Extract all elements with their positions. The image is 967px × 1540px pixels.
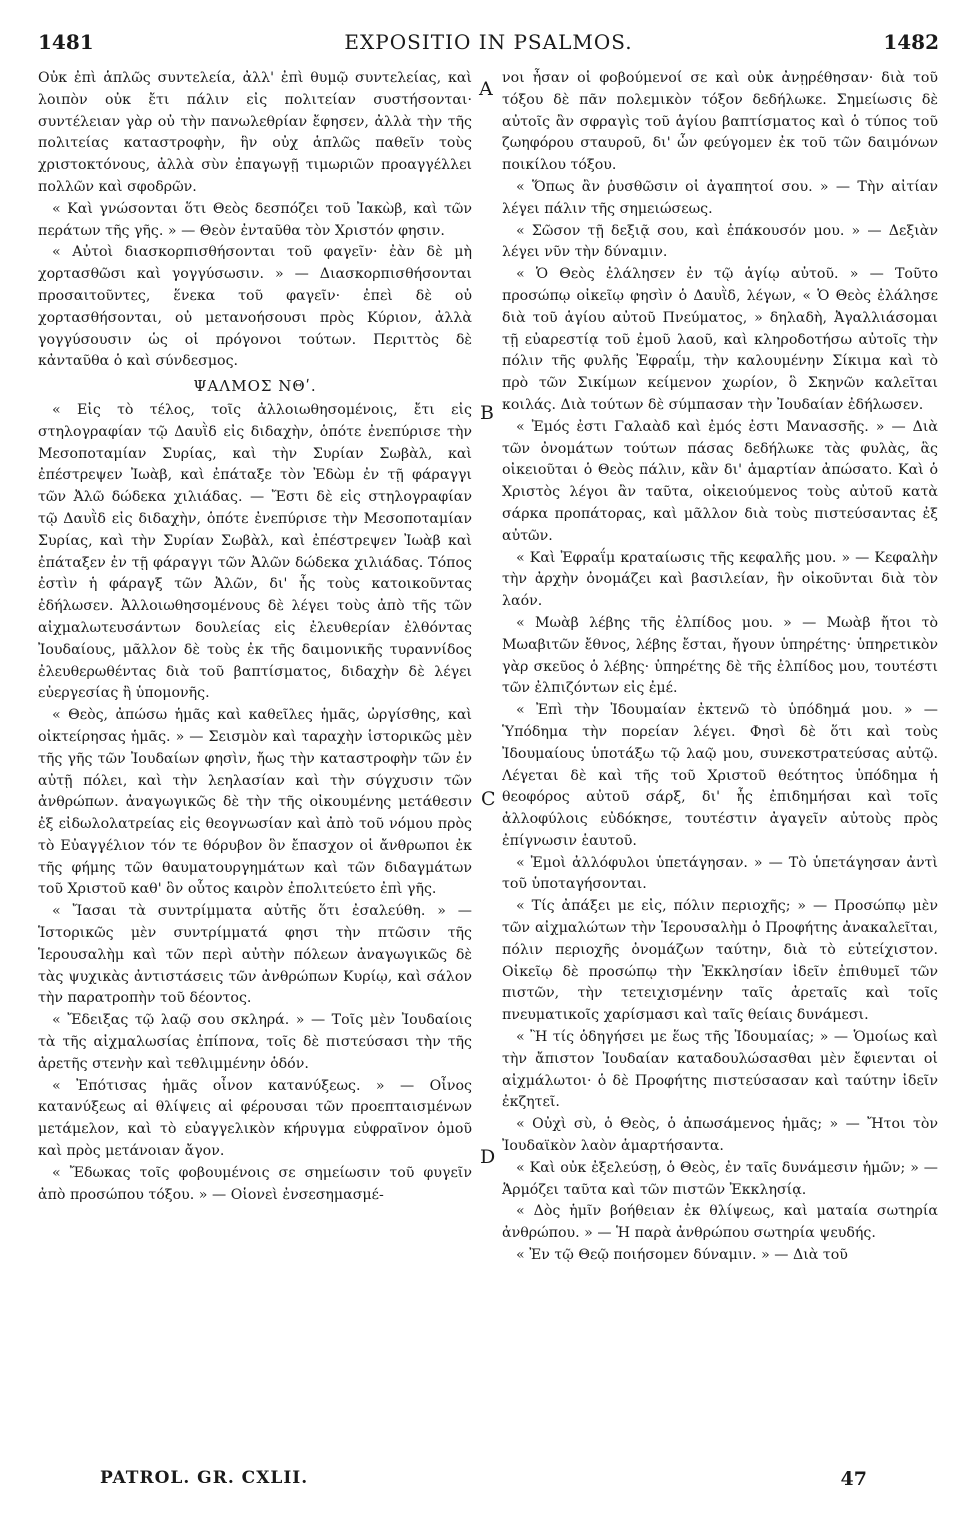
footer	[100, 1468, 867, 1498]
column-number-right: 1482	[883, 30, 939, 54]
paragraph: « Ἐμός ἐστι Γαλαὰδ καὶ ἐμός ἐστι Μανασσῆς. » — Διὰ τῶν ὀνομάτων τούτων πάσας δεδήλωκε τὰς φυλὰς, ἃς οἰκειοῦται ὁ Θεὸς πάλιν, κἂν δι' ἁμαρτίαν ἀπώσατο. Καὶ ὁ Χριστὸς λέγοι ἂν ταῦτα, οἰκειούμενος τοὺς αὐτοῦ κατὰ σάρκα προπάτορας, καὶ μᾶλλον διὰ τοὺς πιστεύσαντας ἐξ αὐτῶν.	[502, 418, 938, 544]
margin-marker-c: C	[481, 788, 496, 810]
right-column	[502, 68, 938, 1267]
paragraph: « Ὅπως ἂν ῥυσθῶσιν οἱ ἀγαπητοί σου. » — Τὴν αἰτίαν λέγει πάλιν τῆς σημειώσεως.	[502, 178, 938, 217]
paragraph: « Ἔδωκας τοῖς φοβουμένοις σε σημείωσιν τοῦ φυγεῖν ἀπὸ προσώπου τόξου. » — Οἱονεὶ ἐνσεσημασμέ-	[38, 1164, 472, 1203]
paragraph: « Ἴασαι τὰ συντρίμματα αὐτῆς ὅτι ἐσαλεύθη. » — Ἱστορικῶς μὲν συντρίμματά φησι τὴν πτῶσιν τῆς Ἱερουσαλὴμ καὶ τῶν περὶ αὐτὴν πόλεων ἀναγωγικῶς δὲ τὰς ψυχικὰς ἀντιστάσεις τῶν ἀνθρώπων Κυρίῳ, καὶ σάλον τὴν παρατροπὴν τοῦ δέοντος.	[38, 903, 472, 1007]
paragraph: « Εἰς τὸ τέλος, τοῖς ἀλλοιωθησομένοις, ἔτι εἰς στηλογραφίαν τῷ Δαυῒδ εἰς διδαχὴν, ὁπότε ἐνεπύρισε τὴν Μεσοποταμίαν Συρίας, καὶ τὴν Συρίαν Σωβὰλ, καὶ ἐπέστρεψεν Ἰωὰβ, καὶ ἐπάταξε τὸν Ἐδὼμ ἐν τῇ φάραγγι τῶν Ἀλῶ δώδεκα χιλιάδας. — Ἔστι δὲ εἰς στηλογραφίαν τῷ Δαυῒδ εἰς διδαχὴν, ὁπότε ἐνεπύρισε τὴν Μεσοποταμίαν Συρίας, καὶ τὴν Συρίαν Σωβὰλ, καὶ ἐπέστρεψεν Ἰωὰβ καὶ ἐπάταξεν ἐν τῇ φάραγγι τῶν Ἀλῶν δώδεκα χιλιάδας. Τόπος ἐστὶν ἡ φάραγξ τῶν Ἀλῶν, δι' ἧς τοὺς κατοικοῦντας ἐδήλωσεν. Ἀλλοιωθησομένους δὲ λέγει τοὺς ἀπὸ τῆς τῶν αἰχμαλωτευσάντων δουλείας εἰς ἐλευθερίαν ἐλθόντας Ἰουδαίους, μᾶλλον δὲ τοὺς ἐκ τῆς δαιμονικῆς τυραννίδος ἐλευθερωθέντας διὰ τοῦ βαπτίσματος, διδαχὴν δὲ λέγει εὐεργεσίας ἢ ὑπομονῆς.	[38, 401, 472, 702]
paragraph: « Καὶ γνώσονται ὅτι Θεὸς δεσπόζει τοῦ Ἰακὼβ, καὶ τῶν περάτων τῆς γῆς. » — Θεὸν ἐνταῦθα τὸν Χριστόν φησιν.	[38, 200, 472, 239]
paragraph: « Ἐπότισας ἡμᾶς οἶνον κατανύξεως. » — Οἶνος κατανύξεως αἱ θλίψεις αἱ φέρουσαι τῶν προεπταισμένων μετάμελον, καὶ τὸ εὐαγγελικὸν κήρυγμα εὐφραῖνον ὁμοῦ καὶ πρὸς μετάνοιαν ἄγον.	[38, 1077, 472, 1160]
paragraph: « Ἐν τῷ Θεῷ ποιήσομεν δύναμιν. » — Διὰ τοῦ	[516, 1247, 848, 1264]
paragraph: « Καὶ οὐκ ἐξελεύσῃ, ὁ Θεὸς, ἐν ταῖς δυνάμεσιν ἡμῶν; » — Ἁρμόζει ταῦτα καὶ τῶν πιστῶν Ἐκκλησίᾳ.	[502, 1159, 938, 1198]
paragraph: « Ἐμοὶ ἀλλόφυλοι ὑπετάγησαν. » — Τὸ ὑπετάγησαν ἀντὶ τοῦ ὑποταγήσονται.	[502, 854, 938, 893]
running-title: EXPOSITIO IN PSALMOS.	[344, 30, 633, 54]
paragraph: Οὐκ ἐπὶ ἁπλῶς συντελεία, ἀλλ' ἐπὶ θυμῷ συντελείας, καὶ λοιπὸν οὐκ ἔτι πάλιν εἰς πολιτείαν συστήσονται· συντέλειαν γὰρ οὐ τὴν πανωλεθρίαν ἔφησεν, ἀλλὰ τὴν τῆς πολιτείας καταστροφὴν, ἣν οὐχ ἁπλῶς παθεῖν τοὺς χριστοκτόνους, ἀλλὰ σὺν ἐπαγωγῇ τιμωριῶν προαγγέλλει πολλῶν καὶ σφοδρῶν.	[38, 70, 472, 195]
paragraph: « Δὸς ἡμῖν βοήθειαν ἐκ θλίψεως, καὶ ματαία σωτηρία ἀνθρώπου. » — Ἡ παρὰ ἀνθρώπου σωτηρία ψευδής.	[502, 1203, 938, 1242]
paragraph: « Αὐτοὶ διασκορπισθήσονται τοῦ φαγεῖν· ἐὰν δὲ μὴ χορτασθῶσι καὶ γογγύσωσιν. » — Διασκορπισθήσονται προσαιτοῦντες, ἕνεκα τοῦ φαγεῖν· ἐπεὶ δὲ οὐ χορτασθήσονται, οὐ μετανοήσουσι πρὸς Κύριον, ἀλλὰ γογγύσουσιν ὡς οἱ πρόγονοι τούτων. Περιττὸς δὲ κἀνταῦθα ὁ καὶ σύνδεσμος.	[38, 244, 472, 370]
paragraph: « Ἐπὶ τὴν Ἰδουμαίαν ἐκτενῶ τὸ ὑπόδημά μου. » — Ὑπόδημα τὴν πορείαν λέγει. Φησὶ δὲ ὅτι καὶ τοὺς Ἰδουμαίους ὑποτάξω τῷ λαῷ μου, συνεκστρατεύσας αὐτῷ. Λέγεται δὲ καὶ τῆς τοῦ Χριστοῦ θεότητος ὑπόδημα ἡ θεοφόρος αὐτοῦ σάρξ, δι' ἧς ἐπιδημήσαι καὶ τοῖς ἀλλοφύλοις εὐδόκησε, τουτέστιν ἀγαγεῖν αὐτοὺς πρὸς ἐπίγνωσιν ἑαυτοῦ.	[502, 702, 938, 849]
paragraph: « Ὁ Θεὸς ἐλάλησεν ἐν τῷ ἁγίῳ αὐτοῦ. » — Τοῦτο προσώπῳ οἰκεῖῳ φησὶν ὁ Δαυῒδ, λέγων, « Ὁ Θεὸς ἐλάλησε διὰ τοῦ ἁγίου αὐτοῦ Πνεύματος, » δηλαδὴ, Ἀγαλλιάσομαι τῇ εὐαρεστίᾳ τοῦ ἐμοῦ λαοῦ, καὶ κληροδοτήσω αὐτοῖς τὴν πόλιν τῆς φυλῆς Ἐφραΐμ, τὴν καλουμένην Σίκιμα καὶ τὸ πρὸ τῶν Σικίμων κείμενον χωρίον, ὃ Σκηνῶν καλεῖται κοιλάς. Διὰ τούτων δὲ σύμπασαν τὴν Ἰουδαίαν ἐδήλωσεν.	[502, 266, 938, 413]
paragraph: « Καὶ Ἐφραΐμ κραταίωσις τῆς κεφαλῆς μου. » — Κεφαλὴν τὴν ἀρχὴν ὀνομάζει καὶ βασιλείαν, ἣν οἰκοῦνται διὰ τὸν λαόν.	[502, 549, 938, 610]
margin-marker-a: A	[479, 78, 493, 100]
psalm-heading: ΨΑΛΜΟΣ ΝΘʹ.	[193, 377, 317, 396]
footer-signature: 47	[840, 1468, 867, 1490]
paragraph: νοι ἦσαν οἱ φοβούμενοί σε καὶ οὐκ ἀνῃρέθησαν· διὰ τοῦ τόξου δὲ πᾶν πολεμικὸν τόξον δεδήλωκε. Σημείωσις δὲ αὐτοῖς ἂν σφραγὶς τοῦ ἁγίου βαπτίσματος καὶ ὁ τύπος τοῦ ζωηφόρου σταυροῦ, δι' ὧν φεύγομεν ἐκ τοῦ τῶν δαιμόνων ποικίλου τόξου.	[502, 70, 938, 174]
footer-series: PATROL. GR. CXLII.	[100, 1468, 309, 1488]
paragraph: « Θεὸς, ἀπώσω ἡμᾶς καὶ καθεῖλες ἡμᾶς, ὠργίσθης, καὶ οἰκτείρησας ἡμᾶς. » — Σεισμὸν καὶ ταραχὴν ἱστορικῶς μὲν τῆς γῆς τῶν Ἰουδαίων φησὶν, ἤως τὴν καταστροφὴν τῶν ἐν αὐτῇ πόλει, καὶ τὴν λεηλασίαν καὶ τὴν σύγχυσιν τῶν ἀνθρώπων. ἀναγωγικῶς δὲ τὴν τῆς οἰκουμένης μετάθεσιν ἐξ εἰδωλολατρείας εἰς θεογνωσίαν καὶ ἀπὸ τοῦ νόμου πρὸς τὸ Εὐαγγέλιον τόν τε θόρυβον ὃν ἔπασχον οἱ ἄνθρωποι ἐκ τῆς φήμης τῶν θαυματουργημάτων καὶ τῶν διδαγμάτων τοῦ Χριστοῦ καθ' ὃν οὗτος καιρὸν ἐπολιτεύετο ἐπὶ γῆς.	[38, 707, 472, 898]
paragraph: « Μωὰβ λέβης τῆς ἐλπίδος μου. » — Μωὰβ ἤτοι τὸ Μωαβιτῶν ἔθνος, λέβης ἔσται, ἤγουν ὑπηρέτης· ὑπηρετικὸν γὰρ σκεῦος ὁ λέβης· ὑπηρέτης δὲ τῆς ἐλπίδος μου, τουτέστι τῶν ἐλπιζόντων εἰς ἐμέ.	[502, 614, 938, 697]
paragraph: « Οὐχὶ σὺ, ὁ Θεὸς, ὁ ἀπωσάμενος ἡμᾶς; » — Ἤτοι τὸν Ἰουδαϊκὸν λαὸν ἁμαρτήσαντα.	[502, 1116, 938, 1155]
margin-marker-d: D	[480, 1146, 496, 1168]
column-number-left: 1481	[38, 30, 94, 54]
margin-marker-b: B	[480, 402, 494, 424]
paragraph: « Ἔδειξας τῷ λαῷ σου σκληρά. » — Τοῖς μὲν Ἰουδαίοις τὰ τῆς αἰχμαλωσίας ἐπίπονα, τοῖς δὲ πιστεύσασι τὴν τῆς ἀρετῆς στενὴν καὶ τεθλιμμένην ὁδόν.	[38, 1012, 472, 1072]
running-header	[38, 30, 939, 70]
paragraph: « Τίς ἀπάξει με εἰς, πόλιν περιοχῆς; » — Προσώπῳ μὲν τῶν αἰχμαλώτων τὴν Ἱερουσαλὴμ ὁ Προφήτης ἀνακαλεῖται, πόλιν περιοχῆς ὀνομάζων ταύτην, διὰ τὸ εὐτείχιστον. Οἰκεῖῳ δὲ προσώπῳ τὴν Ἐκκλησίαν ἰδεῖν ἐπιθυμεῖ τῶν πιστῶν, τὴν τετειχισμένην ταῖς ἀρεταῖς καὶ τοῖς πνευματικοῖς χαρίσμασι καὶ ταῖς θείαις δυνάμεσι.	[502, 898, 938, 1024]
left-column	[38, 68, 472, 1206]
paragraph: « Ἢ τίς ὁδηγήσει με ἕως τῆς Ἰδουμαίας; » — Ὁμοίως καὶ τὴν ἄπιστον Ἰουδαίαν καταδουλώσασθαι μὲν ἔφιενται οἱ αἰχμάλωτοι· ὁ δὲ Προφήτης πιστεύσασαν καὶ ταύτην ἰδεῖν ἐκζητεῖ.	[502, 1029, 938, 1111]
paragraph: « Σῶσον τῇ δεξιᾷ σου, καὶ ἐπάκουσόν μου. » — Δεξιὰν λέγει νῦν τὴν δύναμιν.	[502, 222, 938, 261]
